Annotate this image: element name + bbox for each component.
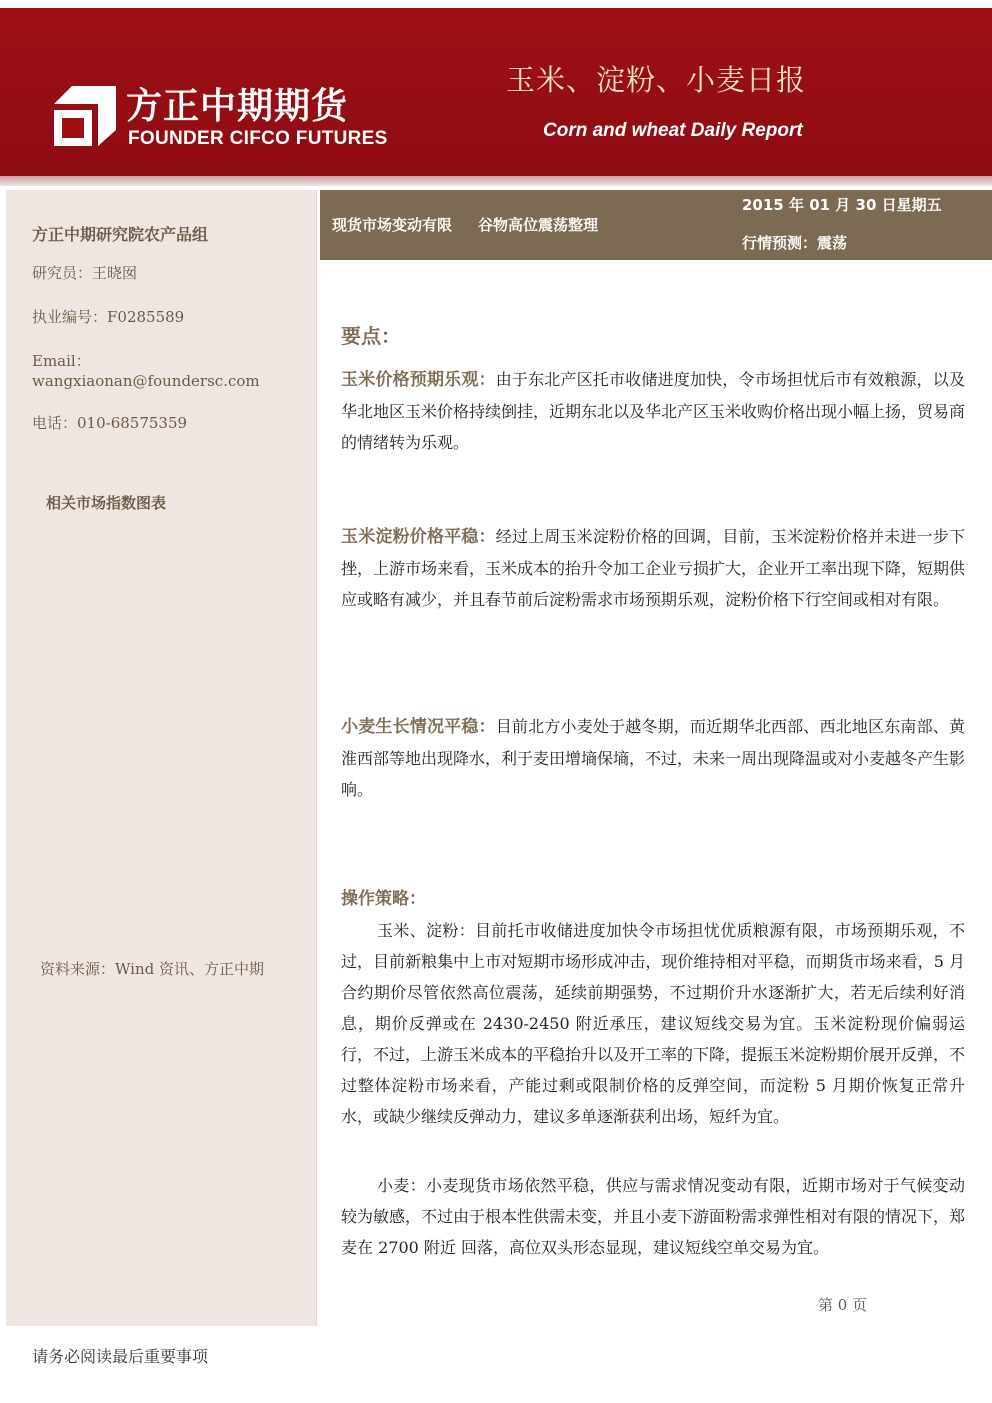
research-group: 方正中期研究院农产品组 bbox=[32, 225, 209, 244]
founder-logo-icon bbox=[54, 86, 116, 146]
email-label: Email： bbox=[32, 352, 91, 370]
strategy-heading: 操作策略： bbox=[341, 889, 426, 909]
footer-note: 请务必阅读最后重要事项 bbox=[32, 1347, 209, 1366]
researcher: 研究员：王晓囡 bbox=[32, 264, 138, 282]
data-source: 资料来源：Wind 资讯、方正中期 bbox=[40, 960, 264, 978]
paragraph-lead: 玉米价格预期乐观： bbox=[341, 370, 496, 390]
logo-chinese: 方正中期期货 bbox=[126, 86, 349, 127]
report-date: 2015 年 01 月 30 日星期五 bbox=[742, 196, 942, 214]
report-title: 玉米、淀粉、小麦日报 bbox=[506, 63, 807, 97]
key-points-heading: 要点： bbox=[341, 324, 401, 348]
paragraph-body: 目前北方小麦处于越冬期，而近期华北西部、西北地区东南部、黄淮西部等地出现降水，利于麦田增墒保墒，不过，未来一周出现降温或对小麦越冬产生影响。 bbox=[341, 717, 966, 799]
paragraph-starch-price bbox=[341, 521, 965, 615]
report-subtitle: Corn and wheat Daily Report bbox=[543, 120, 803, 141]
logo-english: FOUNDER CIFCO FUTURES bbox=[128, 128, 388, 149]
phone: 电话：010-68575359 bbox=[32, 414, 188, 432]
paragraph-lead: 小麦生长情况平稳： bbox=[341, 717, 496, 737]
page-number: 第 0 页 bbox=[818, 1296, 868, 1314]
banner-headlines bbox=[332, 214, 598, 235]
market-forecast: 行情预测：震荡 bbox=[742, 234, 848, 252]
paragraph-lead: 玉米淀粉价格平稳： bbox=[341, 527, 496, 547]
paragraph-body: 经过上周玉米淀粉价格的回调，目前，玉米淀粉价格并未进一步下挫，上游市场来看，玉米成本的抬升令加工企业亏损扩大，企业开工率出现下降，短期供应或略有减少，并且春节前后淀粉需求市场预期乐观，淀粉价格下行空间或相对有限。 bbox=[341, 527, 966, 609]
paragraph-body: 由于东北产区托市收储进度加快，令市场担忧后市有效粮源，以及华北地区玉米价格持续倒挂，近期东北以及华北产区玉米收购价格出现小幅上扬，贸易商的情绪转为乐观。 bbox=[341, 370, 966, 452]
headline-spot: 现货市场变动有限 bbox=[332, 216, 453, 234]
paragraph-corn-price bbox=[341, 364, 965, 458]
paragraph-wheat-growth bbox=[341, 711, 965, 805]
strategy-corn-starch: 玉米、淀粉：目前托市收储进度加快令市场担忧优质粮源有限，市场预期乐观，不过，目前新粮集中上市对短期市场形成冲击，现价维持相对平稳，而期货市场来看，5 月合约期价尽管依然高位震荡，延续前期强势，不过期价升水逐渐扩大，若无后续利好消息，期价反弹或在 2430-2450 附近承压，建议短线交易为宜。玉米淀粉现价偏弱运行，不过，上游玉米成本的平稳抬升以及开工率的下降，提振玉米淀粉期价展开反弹，不过整体淀粉市场来看，产能过剩或限制价格的反弹空间，而淀粉 5 月期价恢复正常升水，或缺少继续反弹动力，建议多单逐渐获利出场，短纤为宜。 bbox=[341, 921, 966, 1126]
headline-grain: 谷物高位震荡整理 bbox=[478, 216, 599, 234]
header-shadow bbox=[0, 176, 992, 186]
license-number: 执业编号：F0285589 bbox=[32, 308, 185, 326]
strategy-wheat: 小麦：小麦现货市场依然平稳，供应与需求情况变动有限，近期市场对于气候变动较为敏感，不过由于根本性供需未变，并且小麦下游面粉需求弹性相对有限的情况下，郑麦在 2700 附近 回落，高位双头形态显现，建议短线空单交易为宜。 bbox=[341, 1176, 966, 1257]
email-link[interactable]: wangxiaonan@foundersc.com bbox=[32, 372, 260, 390]
related-charts-heading: 相关市场指数图表 bbox=[46, 494, 167, 512]
